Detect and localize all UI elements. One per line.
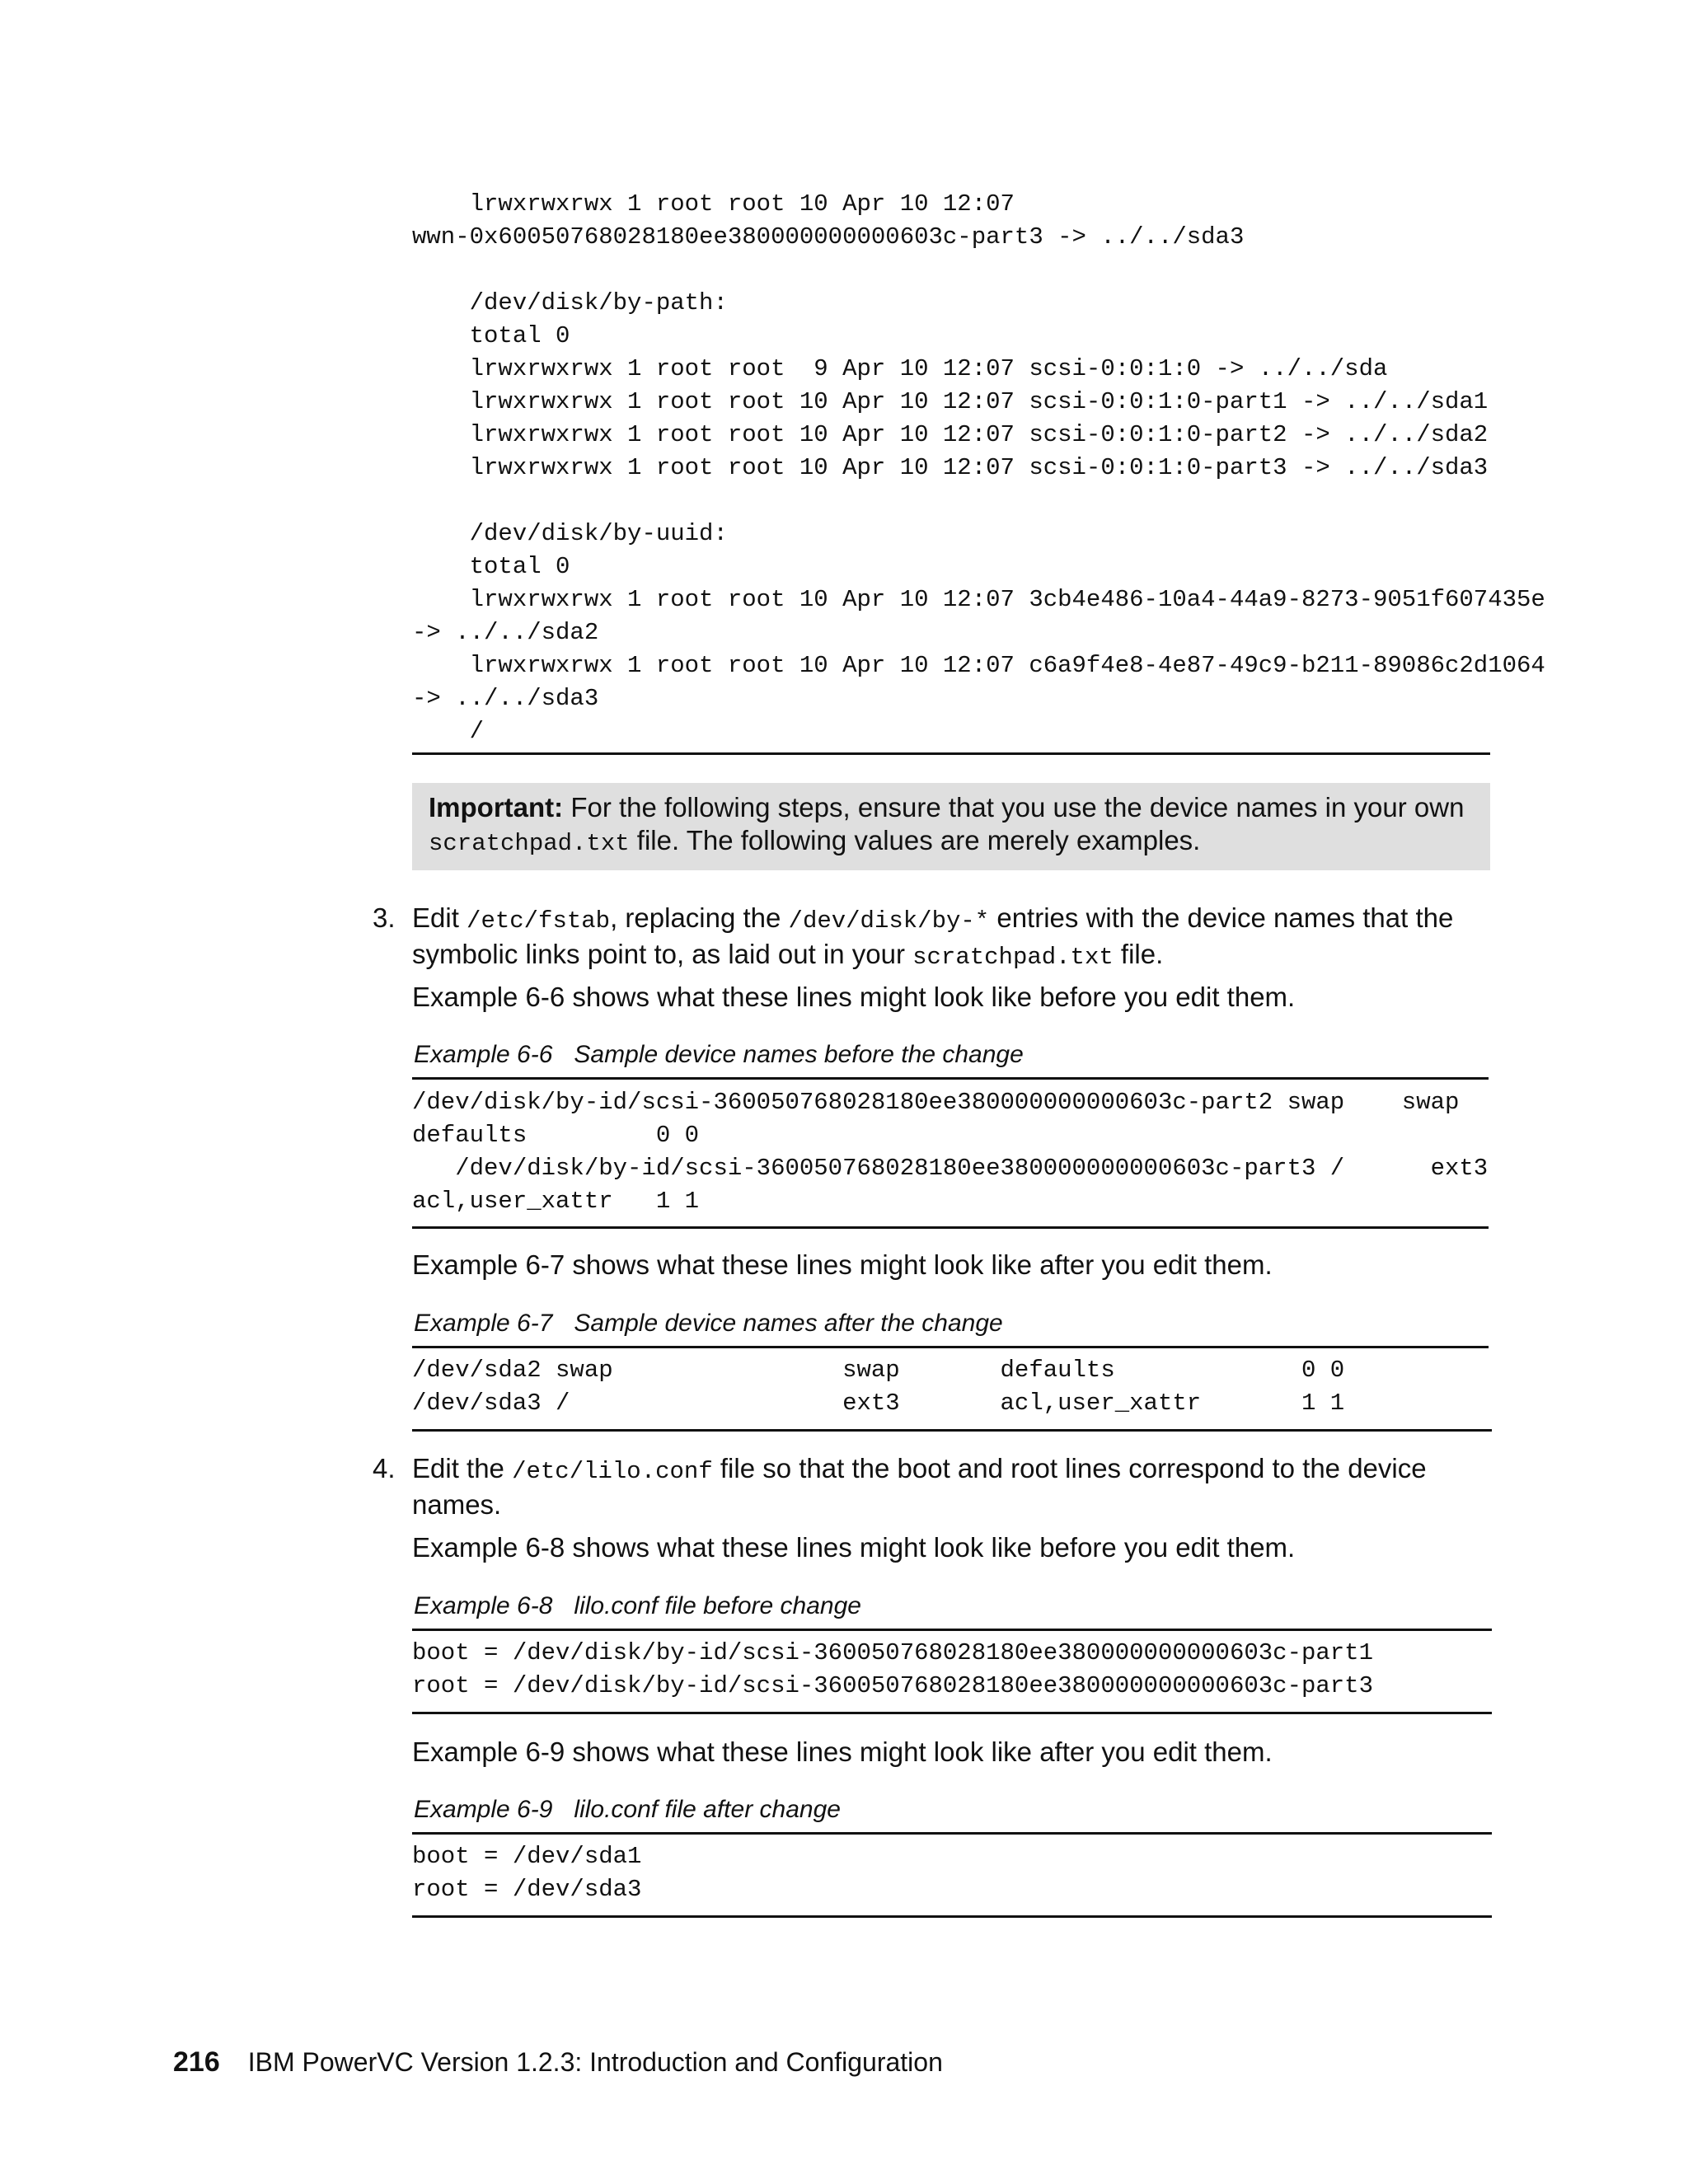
important-text: For the following steps, ensure that you use the device names in your own: [563, 792, 1465, 823]
paragraph-example-6-8: Example 6-8 shows what these lines might look like before you edit them.: [412, 1532, 1296, 1563]
paragraph-example-6-9: Example 6-9 shows what these lines might look like after you edit them.: [412, 1736, 1273, 1767]
step-text: file.: [1113, 939, 1164, 969]
example-title: Sample device names after the change: [574, 1310, 1003, 1337]
code-line: lrwxrwxrwx 1 root root 10 Apr 10 12:07 scsi-0:0:1:0-part1 -> ../../sda1: [412, 388, 1489, 415]
code-line: lrwxrwxrwx 1 root root 9 Apr 10 12:07 scsi-0:0:1:0 -> ../../sda: [412, 355, 1388, 382]
step-3-text: [412, 902, 1489, 974]
step-text: Edit the: [412, 1453, 513, 1483]
page-footer: [173, 2046, 943, 2079]
paragraph-example-6-7: Example 6-7 shows what these lines might look like after you edit them.: [412, 1249, 1273, 1280]
example-6-6-caption: [414, 1040, 1024, 1070]
paragraph-example-6-6: Example 6-6 shows what these lines might look like before you edit them.: [412, 982, 1296, 1012]
step-text: , replacing the: [610, 902, 789, 933]
step-text: entries with the device names that the: [989, 902, 1454, 933]
important-label: Important:: [429, 792, 564, 823]
example-6-7-bottom-rule: [412, 1429, 1492, 1432]
example-6-7-caption: [414, 1309, 1003, 1338]
code-line: /dev/sda3 / ext3 acl,user_xattr 1 1: [412, 1390, 1345, 1417]
example-6-8-bottom-rule: [412, 1712, 1492, 1714]
code-line: /dev/disk/by-id/scsi-360050768028180ee380000000000603c-part3 / ext3: [412, 1155, 1489, 1182]
code-line: /dev/sda2 swap swap defaults 0 0: [412, 1357, 1345, 1384]
example-6-6-bottom-rule: [412, 1226, 1489, 1229]
code-line: lrwxrwxrwx 1 root root 10 Apr 10 12:07: [412, 190, 1015, 218]
example-6-6-top-rule: [412, 1077, 1489, 1080]
code-line: /dev/disk/by-uuid:: [412, 520, 728, 547]
code-line: wwn-0x60050768028180ee380000000000603c-part3 -> ../../sda3: [412, 223, 1245, 251]
code-line: /dev/disk/by-path:: [412, 289, 728, 316]
important-filename: scratchpad.txt: [429, 830, 630, 857]
example-title: lilo.conf file before change: [574, 1592, 861, 1619]
page-number: 216: [173, 2046, 220, 2078]
example-title: Sample device names before the change: [574, 1041, 1024, 1068]
code-line: total 0: [412, 322, 570, 349]
example-6-8-code: [412, 1637, 1373, 1703]
step-number: 4.: [373, 1453, 396, 1483]
code-line: lrwxrwxrwx 1 root root 10 Apr 10 12:07 c6a9f4e8-4e87-49c9-b211-89086c2d1064: [412, 652, 1545, 679]
code-line: /dev/disk/by-id/scsi-360050768028180ee380000000000603c-part2 swap swap: [412, 1089, 1460, 1116]
code-line: acl,user_xattr 1 1: [412, 1188, 700, 1215]
code-line: lrwxrwxrwx 1 root root 10 Apr 10 12:07 scsi-0:0:1:0-part3 -> ../../sda3: [412, 454, 1489, 481]
code-block-bottom-rule: [412, 752, 1490, 755]
code-line: /: [412, 718, 485, 745]
example-label: Example 6-6: [414, 1041, 553, 1068]
code-line: total 0: [412, 553, 570, 580]
step-text: symbolic links point to, as laid out in your: [412, 939, 913, 969]
by-path-pattern: /dev/disk/by-*: [788, 907, 990, 935]
example-6-9-top-rule: [412, 1832, 1492, 1835]
example-6-9-bottom-rule: [412, 1915, 1492, 1918]
example-6-7-code: [412, 1354, 1344, 1420]
lilo-conf-path: /etc/lilo.conf: [512, 1458, 713, 1485]
example-title: lilo.conf file after change: [574, 1796, 841, 1823]
code-line: -> ../../sda3: [412, 685, 599, 712]
example-6-8-top-rule: [412, 1629, 1492, 1631]
scratchpad-filename: scratchpad.txt: [912, 944, 1114, 971]
example-6-7-top-rule: [412, 1346, 1489, 1348]
step-text: names.: [412, 1489, 502, 1520]
example-label: Example 6-7: [414, 1310, 553, 1337]
code-line: defaults 0 0: [412, 1122, 700, 1149]
example-6-9-caption: [414, 1795, 841, 1825]
code-line: boot = /dev/sda1: [412, 1843, 642, 1870]
book-title: IBM PowerVC Version 1.2.3: Introduction and Configuration: [247, 2047, 943, 2077]
code-line: root = /dev/disk/by-id/scsi-360050768028180ee380000000000603c-part3: [412, 1672, 1373, 1699]
step-4-text: [412, 1452, 1489, 1521]
step-text: file so that the boot and root lines correspond to the device: [712, 1453, 1427, 1483]
example-6-6-code: [412, 1086, 1488, 1218]
code-line: -> ../../sda2: [412, 619, 599, 646]
fstab-path: /etc/fstab: [467, 907, 611, 935]
code-block-continued: [412, 188, 1545, 748]
code-line: root = /dev/sda3: [412, 1876, 642, 1903]
example-6-9-code: [412, 1840, 641, 1906]
step-number: 3.: [373, 902, 396, 933]
example-6-8-caption: [414, 1591, 861, 1621]
important-note: [412, 783, 1490, 870]
step-text: Edit: [412, 902, 467, 933]
important-text-end: file. The following values are merely examples.: [629, 825, 1201, 855]
example-label: Example 6-8: [414, 1592, 553, 1619]
example-label: Example 6-9: [414, 1796, 553, 1823]
code-line: lrwxrwxrwx 1 root root 10 Apr 10 12:07 3cb4e486-10a4-44a9-8273-9051f607435e: [412, 586, 1545, 613]
code-line: lrwxrwxrwx 1 root root 10 Apr 10 12:07 scsi-0:0:1:0-part2 -> ../../sda2: [412, 421, 1489, 448]
code-line: boot = /dev/disk/by-id/scsi-360050768028180ee380000000000603c-part1: [412, 1639, 1373, 1666]
